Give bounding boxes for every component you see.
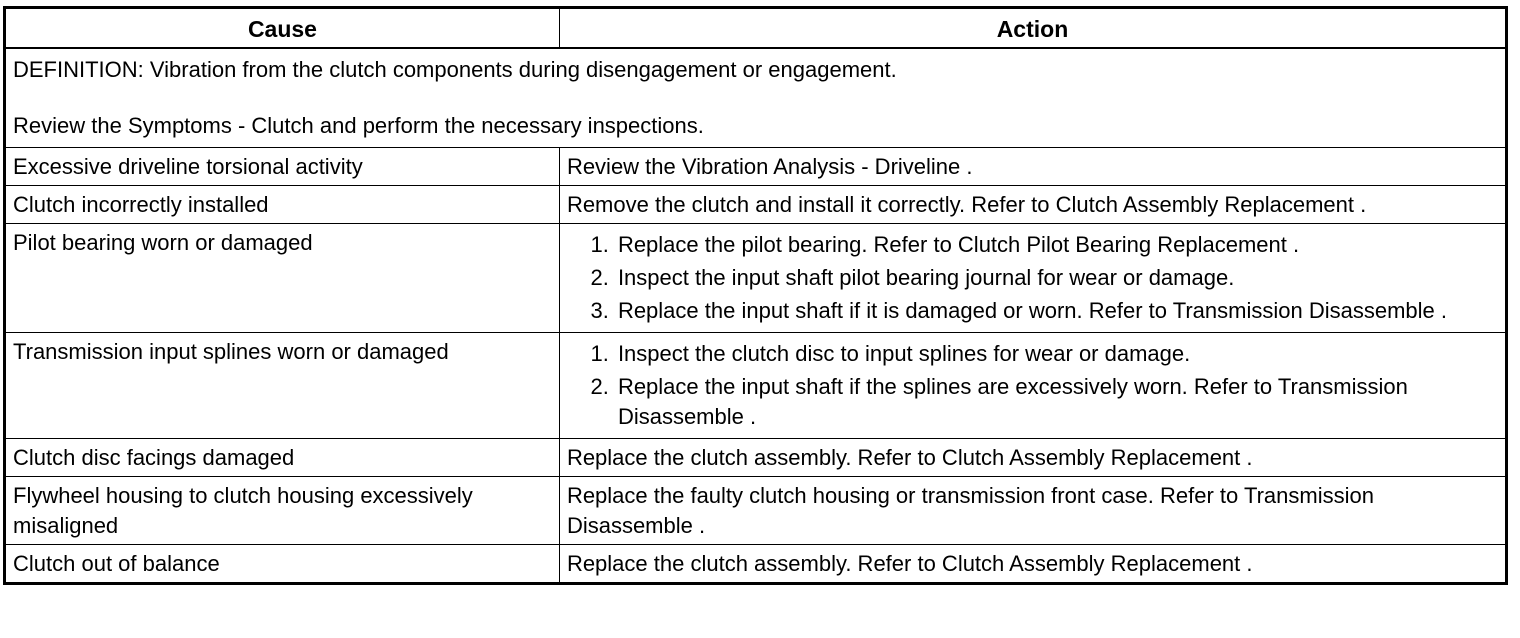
cause-cell: Clutch out of balance — [5, 545, 560, 584]
header-row — [5, 8, 1507, 49]
action-cell: Review the Vibration Analysis - Driveline . — [559, 148, 1506, 186]
cause-column-header: Cause — [5, 8, 560, 49]
cause-cell: Clutch incorrectly installed — [5, 186, 560, 224]
cause-cell: Excessive driveline torsional activity — [5, 148, 560, 186]
action-cell — [559, 333, 1506, 439]
definition-row — [5, 48, 1507, 148]
definition-spacer — [13, 85, 1498, 111]
action-step: 1. Replace the pilot bearing. Refer to Clutch Pilot Bearing Replacement . — [615, 230, 1498, 260]
action-column-header: Action — [559, 8, 1506, 49]
definition-text: DEFINITION: Vibration from the clutch components during disengagement or engagement. — [13, 57, 897, 82]
definition-cell — [5, 48, 1507, 148]
cause-cell: Flywheel housing to clutch housing excessively misaligned — [5, 477, 560, 545]
action-cell — [559, 224, 1506, 333]
action-steps-list — [567, 230, 1498, 326]
action-cell: Replace the clutch assembly. Refer to Clutch Assembly Replacement . — [559, 545, 1506, 584]
table-row — [5, 477, 1507, 545]
cause-cell: Transmission input splines worn or damaged — [5, 333, 560, 439]
action-cell: Replace the faulty clutch housing or transmission front case. Refer to Transmission Disassemble . — [559, 477, 1506, 545]
action-cell: Remove the clutch and install it correctly. Refer to Clutch Assembly Replacement . — [559, 186, 1506, 224]
table-row — [5, 186, 1507, 224]
action-step: 2. Replace the input shaft if the splines are excessively worn. Refer to Transmission Disassemble . — [615, 372, 1498, 432]
table-row — [5, 148, 1507, 186]
action-step: 2. Inspect the input shaft pilot bearing journal for wear or damage. — [615, 263, 1498, 293]
cause-cell: Pilot bearing worn or damaged — [5, 224, 560, 333]
table-row — [5, 439, 1507, 477]
action-steps-list — [567, 339, 1498, 432]
diagnostic-table-container — [3, 6, 1508, 585]
action-step: 3. Replace the input shaft if it is damaged or worn. Refer to Transmission Disassemble . — [615, 296, 1498, 326]
action-cell: Replace the clutch assembly. Refer to Clutch Assembly Replacement . — [559, 439, 1506, 477]
clutch-vibration-diagnostic-table — [3, 6, 1508, 585]
cause-cell: Clutch disc facings damaged — [5, 439, 560, 477]
table-row — [5, 545, 1507, 584]
review-symptoms-text: Review the Symptoms - Clutch and perform the necessary inspections. — [13, 113, 704, 138]
table-row — [5, 333, 1507, 439]
action-step: 1. Inspect the clutch disc to input splines for wear or damage. — [615, 339, 1498, 369]
table-row — [5, 224, 1507, 333]
